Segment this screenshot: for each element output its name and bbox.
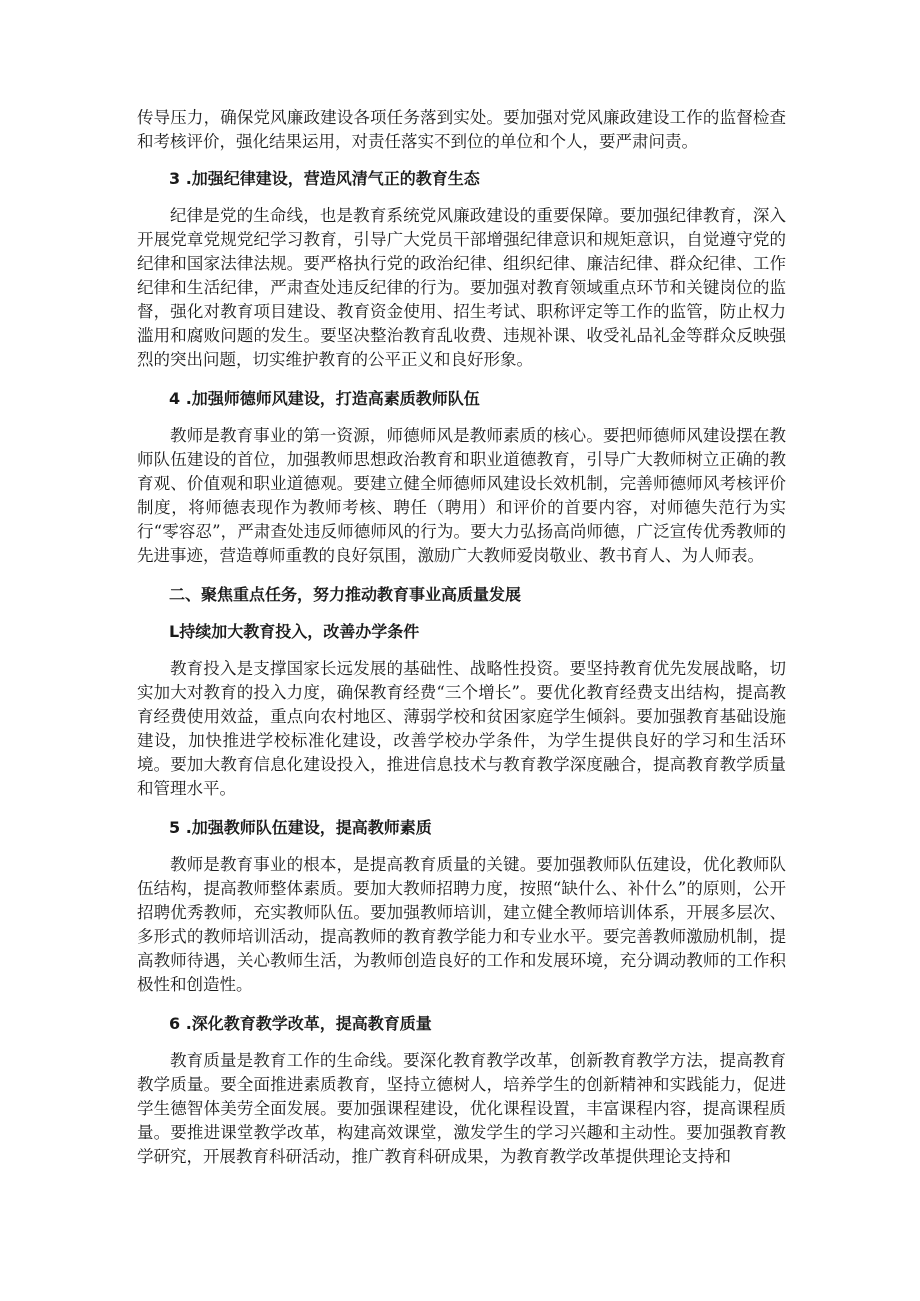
paragraph-education-investment: 教育投入是支撑国家长远发展的基础性、战略性投资。要坚持教育优先发展战略，切实加大对教育的投入力度，确保教育经费“三个增长”。要优化教育经费支出结构，提高教育经费使用效益，重点向农村地区、薄弱学校和贫困家庭学生倾斜。要加强教育基础设施建设，加快推进学校标准化建设，改善学校办学条件，为学生提供良好的学习和生活环境。要加大教育信息化建设投入，推进信息技术与教育教学深度融合，提高教育教学质量和管理水平。 — [137, 659, 786, 798]
section-heading-1: L持续加大教育投入，改善办学条件 — [169, 622, 420, 641]
section-heading-6: 6 .深化教育教学改革，提高教育质量 — [169, 1014, 432, 1033]
section-heading-3: 3 .加强纪律建设，营造风清气正的教育生态 — [169, 169, 480, 188]
section-heading-5: 5 .加强教师队伍建设，提高教师素质 — [169, 818, 432, 837]
chapter-heading-2: 二、聚焦重点任务，努力推动教育事业高质量发展 — [169, 585, 522, 604]
paragraph-teacher-team: 教师是教育事业的根本，是提高教育质量的关键。要加强教师队伍建设，优化教师队伍结构，提高教师整体素质。要加大教师招聘力度，按照“缺什么、补什么”的原则，公开招聘优秀教师，充实教师队伍。要加强教师培训，建立健全教师培训体系，开展多层次、多形式的教师培训活动，提高教师的教育教学能力和专业水平。要完善教师激励机制，提高教师待遇，关心教师生活，为教师创造良好的工作和发展环境，充分调动教师的工作积极性和创造性。 — [137, 855, 786, 994]
paragraph-discipline: 纪律是党的生命线，也是教育系统党风廉政建设的重要保障。要加强纪律教育，深入开展党章党规党纪学习教育，引导广大党员干部增强纪律意识和规矩意识，自觉遵守党的纪律和国家法律法规。要严格执行党的政治纪律、组织纪律、廉洁纪律、群众纪律、工作纪律和生活纪律，严肃查处违反纪律的行为。要加强对教育领域重点环节和关键岗位的监督，强化对教育项目建设、教育资金使用、招生考试、职称评定等工作的监管，防止权力滥用和腐败问题的发生。要坚决整治教育乱收费、违规补课、收受礼品礼金等群众反映强烈的突出问题，切实维护教育的公平正义和良好形象。 — [137, 206, 786, 369]
paragraph-teacher-ethics: 教师是教育事业的第一资源，师德师风是教师素质的核心。要把师德师风建设摆在教师队伍建设的首位，加强教师思想政治教育和职业道德教育，引导广大教师树立正确的教育观、价值观和职业道德观。要建立健全师德师风建设长效机制，完善师德师风考核评价制度，将师德表现作为教师考核、聘任（聘用）和评价的首要内容，对师德失范行为实行“零容忍”，严肃查处违反师德师风的行为。要大力弘扬高尚师德，广泛宣传优秀教师的先进事迹，营造尊师重教的良好氛围，激励广大教师爱岗敬业、教书育人、为人师表。 — [137, 426, 786, 565]
paragraph-continued: 传导压力，确保党风廉政建设各项任务落到实处。要加强对党风廉政建设工作的监督检查和考核评价，强化结果运用，对责任落实不到位的单位和个人，要严肃问责。 — [137, 108, 786, 151]
section-heading-4: 4 .加强师德师风建设，打造高素质教师队伍 — [169, 389, 480, 408]
paragraph-teaching-reform: 教育质量是教育工作的生命线。要深化教育教学改革，创新教育教学方法，提高教育教学质量。要全面推进素质教育，坚持立德树人，培养学生的创新精神和实践能力，促进学生德智体美劳全面发展。要加强课程建设，优化课程设置，丰富课程内容，提高课程质量。要推进课堂教学改革，构建高效课堂，激发学生的学习兴趣和主动性。要加强教育教学研究，开展教育科研活动，推广教育科研成果，为教育教学改革提供理论支持和 — [137, 1051, 786, 1166]
